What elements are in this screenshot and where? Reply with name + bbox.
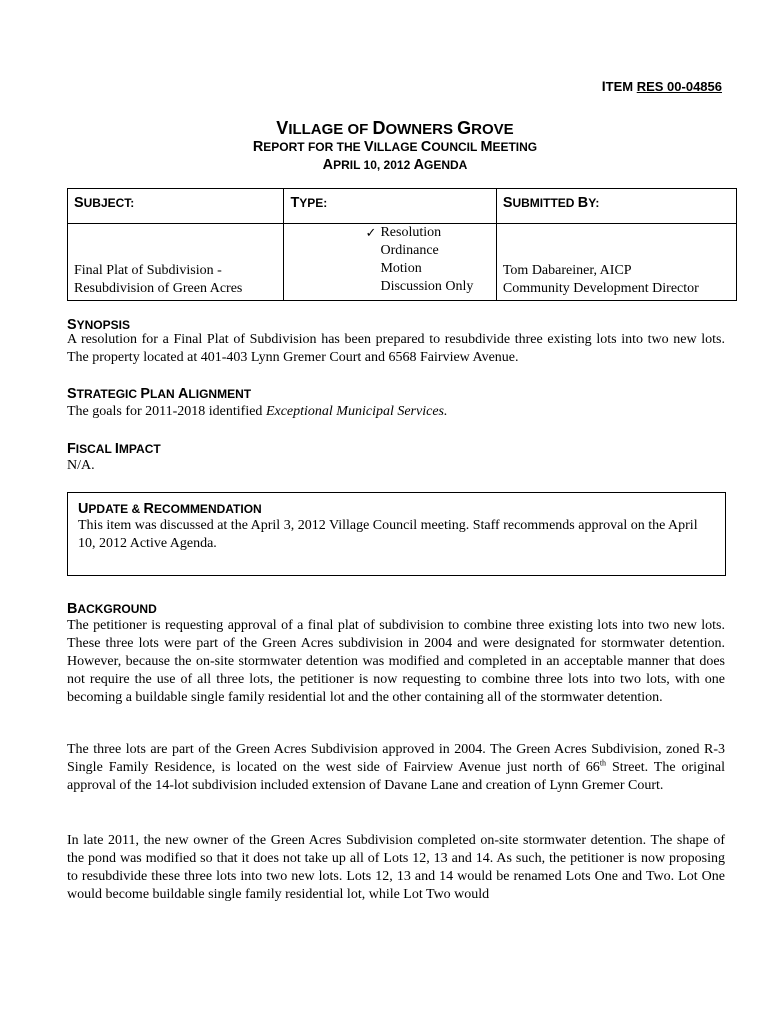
submitter-name: Tom Dabareiner, AICP: [502, 263, 632, 278]
type-motion: Motion: [380, 261, 422, 276]
submitted-label: SUBMITTED BY:: [496, 189, 736, 224]
strategic-text: The goals for 2011-2018 identified Exceptional Municipal Services.: [67, 404, 448, 419]
type-resolution: ✓ Resolution: [365, 225, 442, 240]
background-heading: BACKGROUND: [67, 601, 157, 617]
header-report: REPORT FOR THE VILLAGE COUNCIL MEETING: [252, 139, 538, 155]
submitter-title: Community Development Director: [502, 281, 699, 296]
meta-table: [67, 188, 737, 301]
ordinal-suffix: th: [599, 758, 607, 768]
strategic-goal: Exceptional Municipal Services.: [265, 404, 448, 419]
subject-label: SUBJECT:: [68, 189, 284, 224]
subject-line-2: Resubdivision of Green Acres: [74, 281, 243, 296]
fiscal-text: N/A.: [67, 458, 95, 473]
strategic-heading: STRATEGIC PLAN ALIGNMENT: [67, 386, 252, 402]
item-number: [602, 78, 722, 94]
header-village: VILLAGE OF DOWNERS GROVE: [276, 118, 514, 138]
type-label: TYPE:: [284, 189, 496, 224]
synopsis-heading: SYNOPSIS: [67, 317, 130, 333]
header-agenda: APRIL 10, 2012 AGENDA: [322, 157, 468, 173]
type-cell: [284, 224, 496, 301]
type-ordinance: Ordinance: [380, 243, 439, 258]
update-text: This item was discussed at the April 3, 2012 Village Council meeting. Staff recommends approval on the April 10, 2012 Active Agenda.: [78, 518, 698, 551]
background-paragraph-2: The three lots are part of the Green Acres Subdivision approved in 2004. The Green Acres Subdivision, zoned R-3 Single Family Residence, is located on the west side of Fairview Avenue just north of 66th Street. The original approval of the 14-lot subdivision included extension of Davane Lane and creation of Lynn Gremer Court.: [67, 742, 725, 793]
subject-line-1: Final Plat of Subdivision -: [74, 263, 222, 278]
background-paragraph-3: In late 2011, the new owner of the Green Acres Subdivision completed on-site stormwater detention. The shape of the pond was modified so that it does not take up all of Lots 12, 13 and 14. As such, the petitioner is now proposing to resubdivide these three lots into two new lots. Lots 12, 13 and 14 would be renamed Lots One and Two. Lot One would become buildable single family residential lot, while Lot Two would: [67, 833, 725, 902]
type-list: [290, 224, 489, 296]
submitter-cell: [496, 224, 736, 301]
check-icon: ✓: [365, 225, 377, 240]
subject-cell: [68, 224, 284, 301]
fiscal-heading: FISCAL IMPACT: [67, 441, 161, 457]
update-box: [67, 492, 726, 576]
background-paragraph-1: The petitioner is requesting approval of a final plat of subdivision to combine three existing lots into two new lots. These three lots were part of the Green Acres subdivision in 2004 and were designated for stormwater detention. However, because the on-site stormwater detention was modified and completed in an acceptable manner that does not require the use of all three lots, the petitioner is now requesting to combine three lots into two lots, with one becoming a buildable single family residential lot and the other containing all of the stormwater detention.: [67, 618, 725, 705]
type-discussion-only: Discussion Only: [380, 279, 474, 294]
update-heading: UPDATE & RECOMMENDATION: [78, 501, 262, 517]
synopsis-text: A resolution for a Final Plat of Subdivision has been prepared to resubdivide three existing lots into two new lots. The property located at 401-403 Lynn Gremer Court and 6568 Fairview Avenue.: [67, 332, 725, 365]
item-code: RES 00-04856: [636, 79, 722, 94]
item-prefix-cap: I: [601, 78, 606, 94]
item-prefix-rest: TEM: [605, 79, 634, 94]
